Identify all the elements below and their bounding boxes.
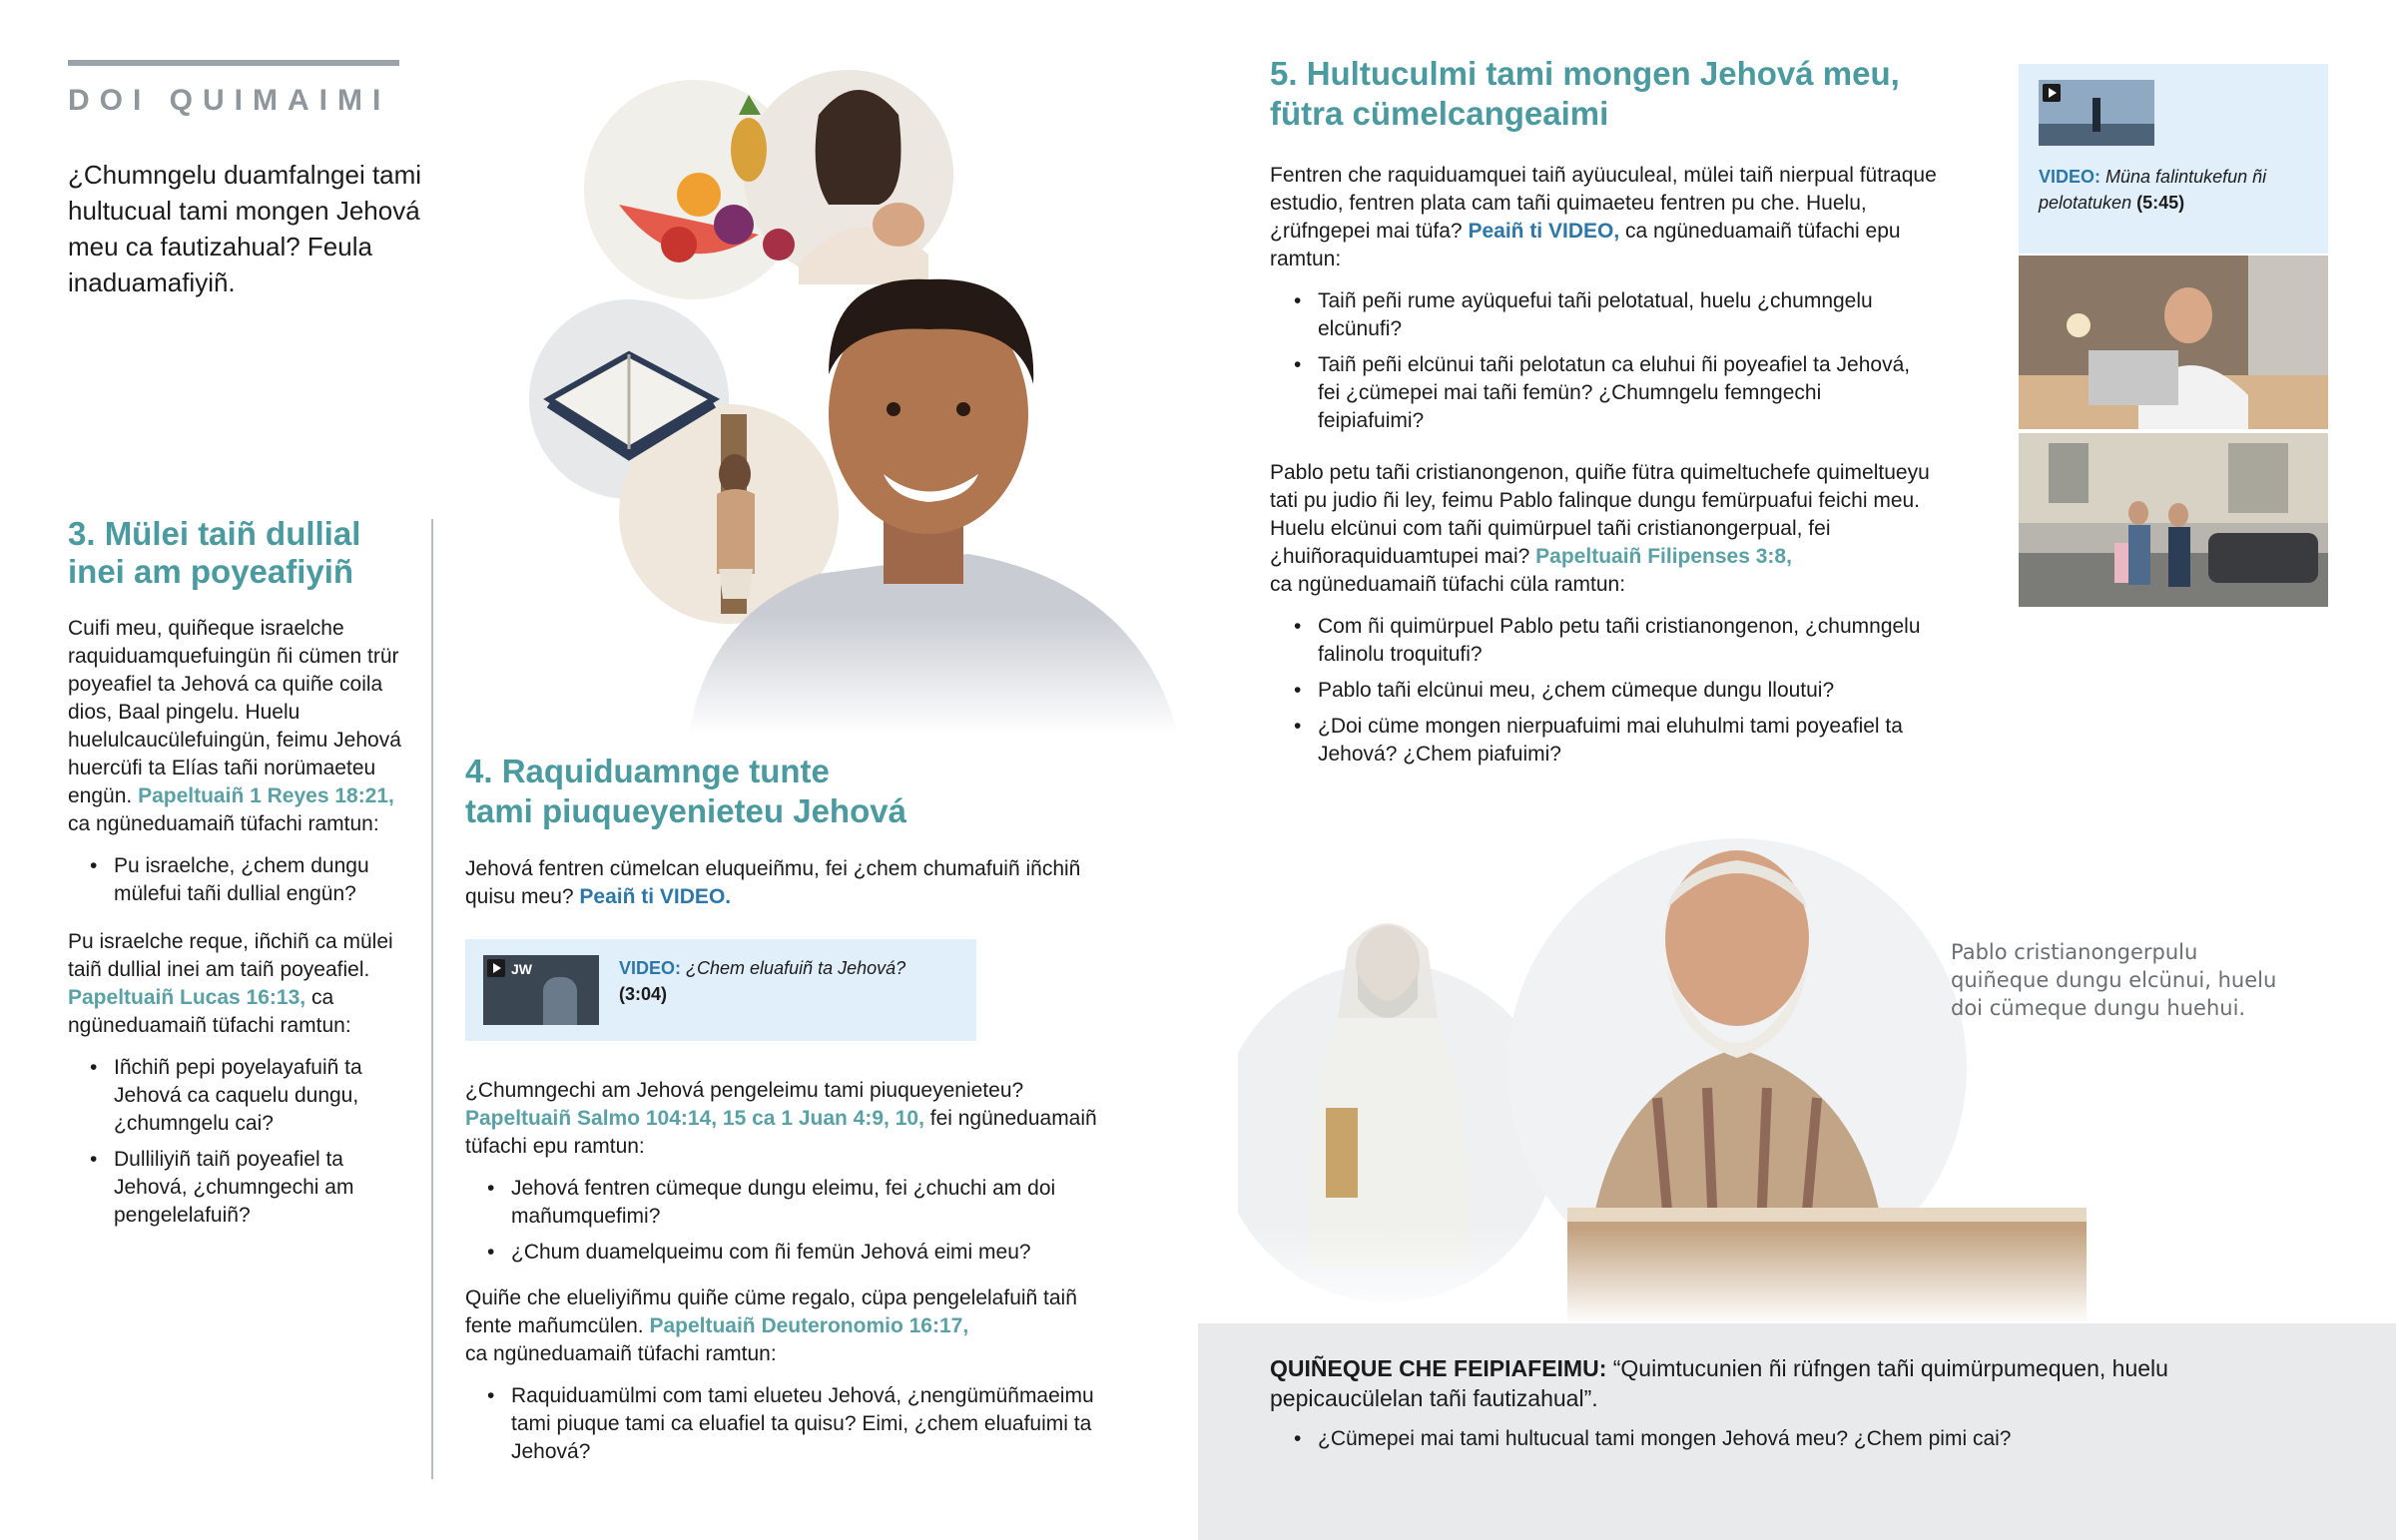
top-rule [68,60,399,66]
list-item: • ¿Chum duamelqueimu com ñi femün Jehová eimi meu? [487,1239,1124,1267]
list-item: • Taiñ peñi rume ayüquefui tañi pelotatual, huelu ¿chumngelu elcünufi? [1294,287,1933,343]
watch-video-link[interactable]: Peaiñ ti VIDEO. [579,885,732,908]
summary [1270,1353,2268,1461]
video-thumbnail[interactable]: JW [483,955,599,1025]
column-divider [431,519,433,1479]
video-duration-2: (5:45) [2136,193,2185,213]
scripture-link-filipenses[interactable]: Papeltuaiñ Filipenses 3:8, [1535,545,1792,568]
play-icon [487,959,505,977]
section-5 [1270,54,1969,776]
video-caption-2: VIDEO: Müna falintukefun ñi pelotatuken (5:45) [2039,167,2267,213]
video-title: ¿Chem eluafuiñ ta Jehová? [686,958,906,978]
scripture-link-1-reyes[interactable]: Papeltuaiñ 1 Reyes 18:21, [138,784,394,807]
video-duration: (3:04) [619,984,668,1004]
section-4-paragraph-3: Quiñe che elueliyiñmu quiñe cüme regalo, cüpa pengelelafuiñ taiñ fente mañumcülen. Papeltuaiñ Deuteronomio 16:17, ca ngüneduamaiñ tüfachi ramtun: [465,1286,1077,1365]
video-caption: VIDEO: ¿Chem eluafuiñ ta Jehová? (3:04) [619,958,906,1004]
summary-label: QUIÑEQUE CHE FEIPIAFEIMU: [1270,1355,1607,1381]
video-card-chem-eluafuin[interactable] [465,939,976,1041]
list-item: • Jehová fentren cümeque dungu eleimu, fei ¿chuchi am doi mañumquefimi? [487,1175,1124,1231]
section-4-questions-1 [487,1175,1124,1267]
section-3-questions-1 [90,852,407,908]
list-item: • Pu israelche, ¿chem dungu mülefui tañi dullial engün? [90,852,407,908]
section-4-paragraph-1: Jehová fentren cümelcan eluqueiñmu, fei ¿chem chumafuiñ iñchiñ quisu meu? Peaiñ ti VIDEO. [465,857,1081,908]
video-still-street [2019,433,2328,607]
section-4-paragraph-2: ¿Chumngechi am Jehová pengeleimu tami piuqueyenieteu? Papeltuaiñ Salmo 104:14, 15 ca 1 Juan 4:9, 10, fei ngüneduamaiñ tüfachi epu ramtun: [465,1079,1097,1158]
section-3 [68,515,407,1238]
video-thumbnail-2[interactable] [2039,80,2154,146]
section-5-title: 5. Hultuculmi tami mongen Jehová meu, fütra cümelcangeaimi [1270,55,1900,132]
section-3-title: 3. Mülei taiñ dullial inei am poyeafiyiñ [68,515,361,590]
video-still-man-laptop [2019,256,2328,429]
section-3-paragraph-1: Cuifi meu, quiñeque israelche raquiduamquefuingün ñi cümen trür poyeafiel ta Jehová ca quiñe coila dios, Baal pingelu. Huelu huelulcaucülefuingün, feimu Jehová huercüfi ta Elías tañi norümaeteu engün. Papeltuaiñ 1 Reyes 18:21, ca ngüneduamaiñ tüfachi ramtun: [68,617,401,835]
section-5-questions-1 [1294,287,1933,435]
section-5-paragraph-1: Fentren che raquiduamquei taiñ ayüuculeal, mülei taiñ nierpual fütraque estudio, fentren plata cam tañi quimaeteu fentren pu che. Huelu, ¿rüfngepei mai tüfa? Peaiñ ti VIDEO, ca ngüneduamaiñ tüfachi epu ramtun: [1270,164,1937,270]
list-item: • Dulliliyiñ taiñ poyeafiel ta Jehová, ¿chumngechi am pengelelafuiñ? [90,1146,407,1230]
section-4-title: 4. Raquiduamnge tunte tami piuqueyenieteu Jehová [465,753,906,829]
section-5-questions-2 [1294,613,1953,769]
section-4 [465,752,1124,1474]
list-item: • Com ñi quimürpuel Pablo petu tañi cristianongenon, ¿chumngelu falinolu troquitufi? [1294,613,1953,669]
pablo-illustration [1238,798,2196,1323]
section-3-questions-2 [90,1054,407,1230]
list-item: • Pablo tañi elcünui meu, ¿chem cümeque dungu lloutui? [1294,677,1953,705]
section-5-paragraph-2: Pablo petu tañi cristianongenon, quiñe fütra quimeltuchefe quimeltueyu tati pu judio ñi ley, feimu Pablo falinque dungu femürpuafui feichi meu. Huelu elcünui com tañi quimürpuel tañi cristianongerpual, fei ¿huiñoraquiduamtupei mai? Papeltuaiñ Filipenses 3:8, ca ngüneduamaiñ tüfachi cüla ramtun: [1270,461,1930,596]
man-thinking-illustration [499,55,1178,734]
play-icon [2043,84,2061,102]
scripture-link-lucas[interactable]: Papeltuaiñ Lucas 16:13, [68,986,306,1009]
illustration-caption: Pablo cristianongerpulu quiñeque dungu elcünui, huelu doi cümeque dungu huehui. [1951,940,2277,1020]
list-item: • ¿Doi cüme mongen nierpuafuimi mai eluhulmi tami poyeafiel ta Jehová? ¿Chem piafuimi? [1294,713,1953,769]
video-title-2: Müna falintukefun ñi pelotatuken [2039,167,2267,213]
list-item: • Iñchiñ pepi poyelayafuiñ ta Jehová ca caquelu dungu, ¿chumngelu cai? [90,1054,407,1138]
list-item: • Taiñ peñi elcünui tañi pelotatun ca eluhui ñi poyeafiel ta Jehová, fei ¿cümepei mai tañi femün? ¿Chumngelu femngechi feipiafuimi? [1294,351,1933,435]
list-item: • Raquiduamülmi com tami elueteu Jehová, ¿nengümüñmaeimu tami piuque tami ca eluafiel ta quisu? Eimi, ¿chem eluafuimi ta Jehová? [487,1382,1106,1466]
section-3-paragraph-2: Pu israelche reque, iñchiñ ca mülei taiñ dullial inei am taiñ poyeafiel. Papeltuaiñ Lucas 16:13, ca ngüneduamaiñ tüfachi ramtun: [68,930,393,1037]
section-4-questions-2 [487,1382,1106,1466]
list-item: • ¿Cümepei mai tami hultucual tami mongen Jehová meu? ¿Chem pimi cai? [1294,1425,2268,1453]
section-kicker: DOI QUIMAIMI [68,84,391,117]
intro-text: ¿Chumngelu duamfalngei tami hultucual tami mongen Jehová meu ca fautizahual? Feula inaduamafiyiñ. [68,160,422,297]
summary-quote: QUIÑEQUE CHE FEIPIAFEIMU: “Quimtucunien ñi rüfngen tañi quimürpumequen, huelu pepicaucülelan tañi fautizahual”. [1270,1355,2168,1411]
scripture-link-deuteronomio[interactable]: Papeltuaiñ Deuteronomio 16:17, [649,1314,969,1337]
watch-video-link-2[interactable]: Peaiñ ti VIDEO, [1468,220,1620,243]
scripture-link-salmo[interactable]: Papeltuaiñ Salmo 104:14, 15 ca 1 Juan 4:9, 10, [465,1107,924,1130]
video-card-muna-falintukefun[interactable] [2019,64,2328,254]
summary-questions [1294,1425,2268,1453]
